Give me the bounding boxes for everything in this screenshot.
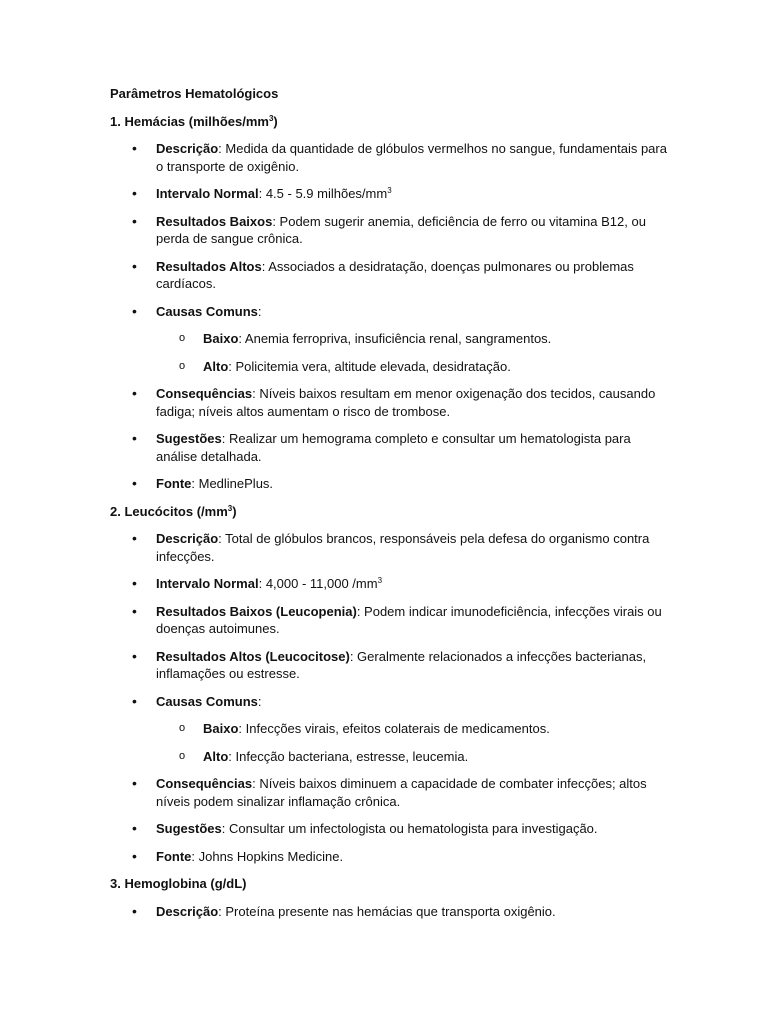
sublist-item-baixo [156, 330, 670, 348]
item-text: : Proteína presente nas hemácias que transporta oxigênio. [218, 903, 556, 919]
item-label: Sugestões [156, 431, 222, 446]
superscript: 3 [268, 113, 274, 123]
item-text: : Infecção bacteriana, estresse, leucemia. [228, 748, 469, 764]
item-text: : Anemia ferropriva, insuficiência renal, sangramentos. [238, 331, 552, 346]
superscript: 3 [227, 503, 233, 513]
item-text: : MedlinePlus. [191, 476, 274, 491]
item-text: : [257, 693, 262, 709]
item-label: Consequências [156, 386, 253, 401]
list-item-fonte [110, 848, 670, 866]
section-title-end: ) [273, 113, 278, 129]
sublist-item-baixo [156, 720, 670, 738]
list-item-altos [110, 648, 670, 683]
item-text: : Consultar um infectologista ou hematologista para investigação. [221, 821, 598, 836]
item-text: : Policitemia vera, altitude elevada, desidratação. [228, 358, 511, 374]
section-title-end: ) [232, 503, 237, 519]
list-item-sugestoes [110, 430, 670, 465]
item-label: Consequências [156, 776, 253, 791]
superscript: 3 [377, 576, 383, 585]
section-list-leucocitos [110, 530, 670, 865]
section-title-leucocitos [110, 503, 670, 521]
superscript: 3 [387, 186, 392, 195]
item-label: Baixo [203, 721, 239, 736]
section-title-text: 2. Leucócitos (/mm [110, 503, 228, 519]
list-item-baixos [110, 603, 670, 638]
item-label: Resultados Baixos (Leucopenia) [156, 603, 357, 619]
sublist-item-alto [156, 358, 670, 376]
list-item-baixos [110, 213, 670, 248]
item-text: : Podem sugerir anemia, deficiência de ferro ou vitamina B12, ou perda de sangue crônica. [156, 213, 646, 246]
list-item-descricao [110, 140, 670, 175]
item-label: Resultados Altos (Leucocitose) [156, 648, 350, 664]
section-title-text: 1. Hemácias (milhões/mm [110, 113, 269, 129]
list-item-causas [110, 303, 670, 376]
item-text: : Realizar um hemograma completo e consultar um hematologista para análise detalhada. [156, 431, 631, 464]
list-item-intervalo [110, 575, 670, 593]
item-label: Causas Comuns [156, 303, 258, 319]
item-label: Sugestões [156, 821, 222, 836]
section-title-hemacias [110, 113, 670, 131]
list-item-intervalo [110, 185, 670, 203]
sublist-item-alto [156, 748, 670, 766]
item-label: Intervalo Normal [156, 576, 259, 591]
item-label: Fonte [156, 476, 192, 491]
list-item-consequencias [110, 775, 670, 810]
sublist-causas [156, 330, 670, 375]
item-text: : Níveis baixos diminuem a capacidade de combater infecções; altos níveis podem sinalizar inflamação crônica. [156, 776, 647, 809]
item-text: : Johns Hopkins Medicine. [191, 848, 344, 864]
section-list-hemoglobina [110, 903, 670, 921]
item-label: Descrição [156, 141, 219, 156]
item-text: : [257, 303, 262, 319]
item-label: Fonte [156, 848, 192, 864]
list-item-descricao [110, 903, 670, 921]
item-label: Descrição [156, 531, 219, 546]
document-title: Parâmetros Hematológicos [110, 86, 279, 101]
list-item-sugestoes [110, 820, 670, 838]
item-text: : Geralmente relacionados a infecções bacterianas, inflamações ou estresse. [156, 648, 647, 681]
list-item-fonte [110, 475, 670, 493]
item-label: Resultados Altos [156, 258, 262, 274]
list-item-consequencias [110, 385, 670, 420]
item-label: Causas Comuns [156, 693, 258, 709]
sublist-causas [156, 720, 670, 765]
item-text: : 4.5 - 5.9 milhões/mm [258, 186, 388, 201]
list-item-altos [110, 258, 670, 293]
section-title-hemoglobina: 3. Hemoglobina (g/dL) [110, 876, 247, 891]
item-text: : Infecções virais, efeitos colaterais de medicamentos. [238, 721, 550, 736]
item-label: Resultados Baixos [156, 213, 273, 229]
item-text: : Associados a desidratação, doenças pulmonares ou problemas cardíacos. [156, 258, 634, 291]
item-text: : Medida da quantidade de glóbulos vermelhos no sangue, fundamentais para o transporte de oxigênio. [156, 141, 667, 174]
list-item-descricao [110, 530, 670, 565]
item-label: Intervalo Normal [156, 186, 259, 201]
item-text: : Podem indicar imunodeficiência, infecções virais ou doenças autoimunes. [156, 603, 662, 636]
list-item-causas [110, 693, 670, 766]
item-text: : Total de glóbulos brancos, responsáveis pela defesa do organismo contra infecções. [156, 531, 650, 564]
item-text: : 4,000 - 11,000 /mm [258, 576, 378, 591]
document-body [110, 85, 670, 930]
item-label: Alto [203, 748, 229, 764]
item-label: Baixo [203, 331, 239, 346]
item-label: Descrição [156, 903, 219, 919]
section-list-hemacias [110, 140, 670, 493]
item-label: Alto [203, 358, 229, 374]
item-text: : Níveis baixos resultam em menor oxigenação dos tecidos, causando fadiga; níveis altos aumentam o risco de trombose. [156, 386, 656, 419]
